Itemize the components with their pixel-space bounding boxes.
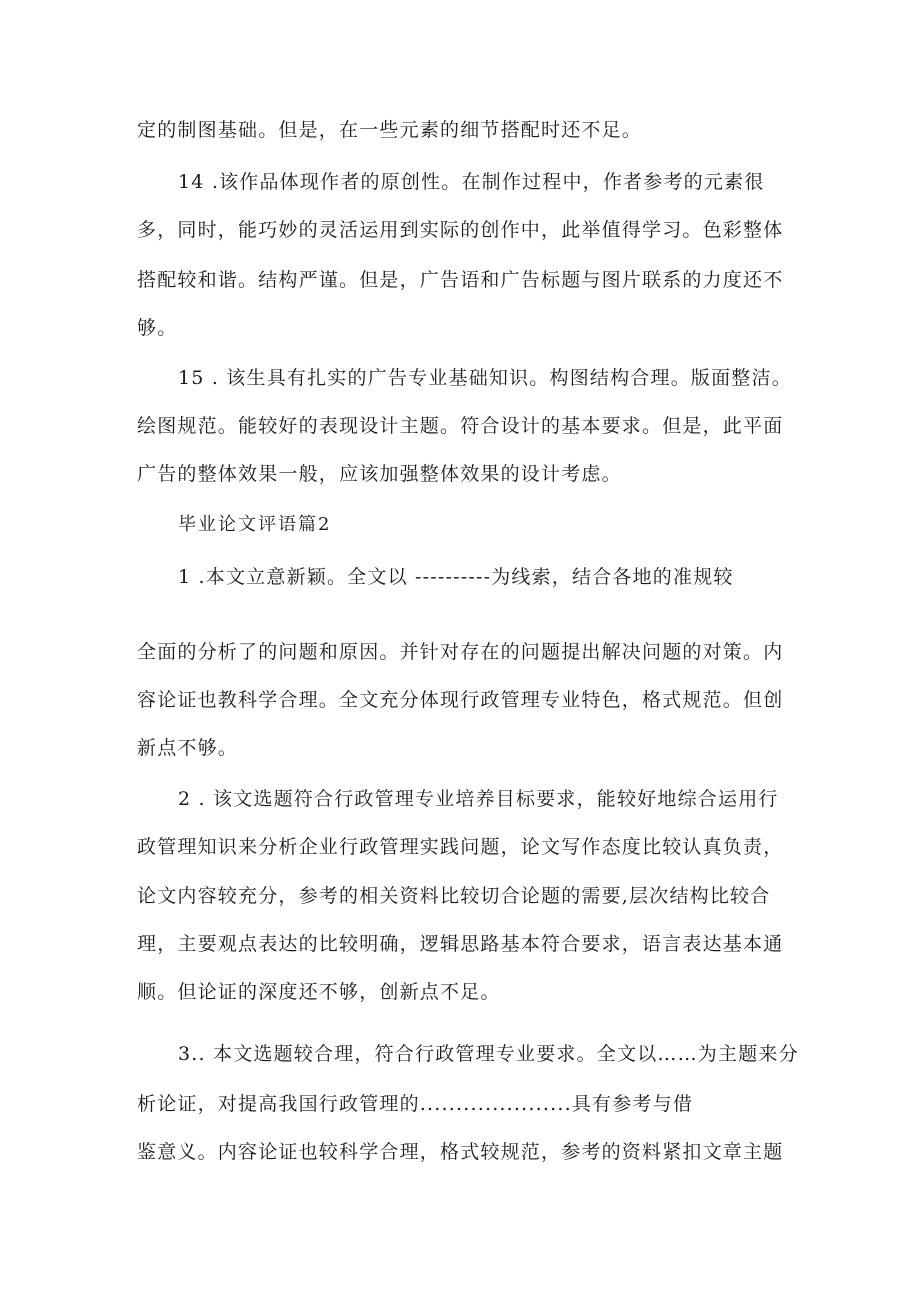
paragraph-line: 1 .本文立意新颖。全文以 ----------为线索，结合各地的准规较 (178, 566, 734, 588)
section-heading: 毕业论文评语篇2 (178, 514, 332, 535)
paragraph-line: 广告的整体效果一般，应该加强整体效果的设计考虑。 (137, 463, 622, 485)
paragraph-line: 2 . 该文选题符合行政管理专业培养目标要求，能较好地综合运用行 (178, 788, 779, 810)
paragraph-line: 15 . 该生具有扎实的广告专业基础知识。构图结构合理。版面整洁。 (178, 367, 792, 389)
paragraph-line: 全面的分析了的问题和原因。并针对存在的问题提出解决问题的对策。内 (137, 641, 784, 663)
paragraph-line: 理，主要观点表达的比较明确，逻辑思路基本符合要求，语言表达基本通 (137, 933, 784, 955)
paragraph-line: 政管理知识来分析企业行政管理实践问题，论文写作态度比较认真负责， (137, 836, 784, 858)
paragraph-line: 论文内容较充分，参考的相关资料比较切合论题的需要,层次结构比较合 (137, 885, 771, 907)
paragraph-line: 容论证也教科学合理。全文充分体现行政管理专业特色，格式规范。但创 (137, 689, 784, 711)
paragraph-line: 够。 (137, 317, 178, 339)
paragraph-line: 析论证，对提高我国行政管理的.....................具有参考与借 (137, 1093, 694, 1115)
paragraph-line: 定的制图基础。但是，在一些元素的细节搭配时还不足。 (137, 119, 643, 141)
paragraph-line: 新点不够。 (137, 737, 239, 759)
paragraph-line: 绘图规范。能较好的表现设计主题。符合设计的基本要求。但是，此平面 (137, 415, 784, 437)
paragraph-line: 顺。但论证的深度还不够，创新点不足。 (137, 981, 501, 1003)
paragraph-line: 鉴意义。内容论证也较科学合理，格式较规范，参考的资料紧扣文章主题 (137, 1141, 784, 1163)
paragraph-line: 搭配较和谐。结构严谨。但是，广告语和广告标题与图片联系的力度还不 (137, 269, 784, 291)
paragraph-line: 多，同时，能巧妙的灵活运用到实际的创作中，此举值得学习。色彩整体 (137, 219, 784, 241)
paragraph-line: 14 .该作品体现作者的原创性。在制作过程中，作者参考的元素很 (178, 171, 765, 193)
paragraph-line: 3.. 本文选题较合理，符合行政管理专业要求。全文以……为主题来分 (178, 1043, 799, 1065)
